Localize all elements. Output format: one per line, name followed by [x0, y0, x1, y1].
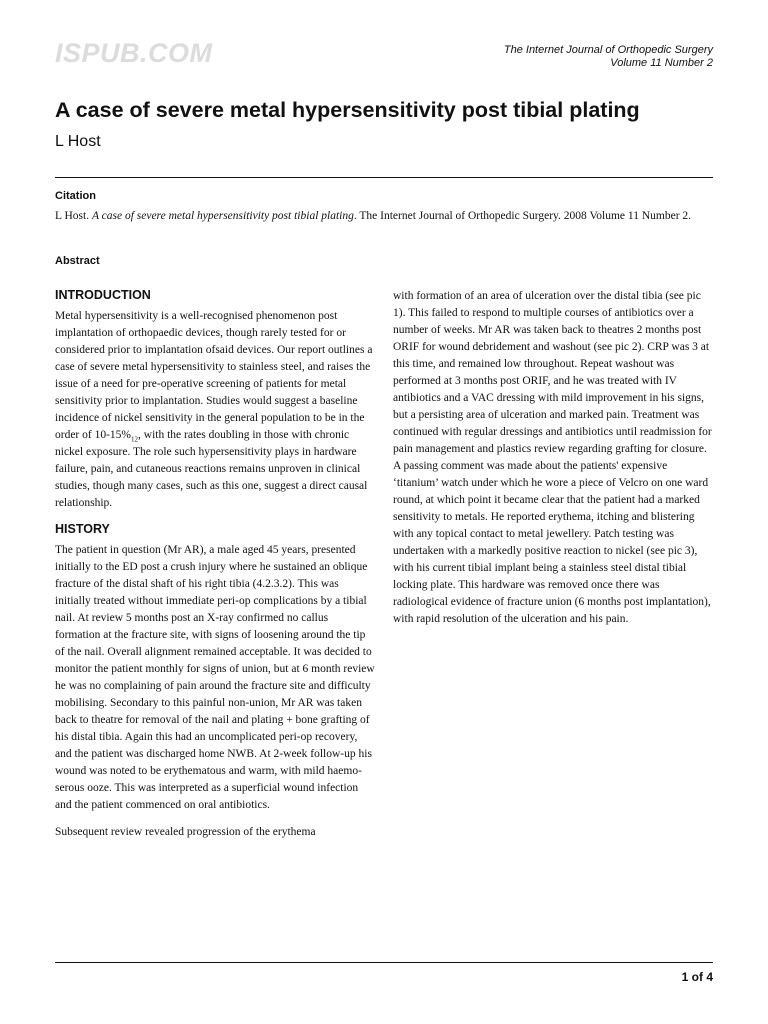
right-column [393, 288, 713, 638]
history-paragraph-1: The patient in question (Mr AR), a male aged 45 years, presented initially to the ED post a crush injury where he sustained an oblique fracture of the distal shaft of his right tibia (4.2.3.2). This was initially treated without immediate peri-op complications by a tibial nail. At review 5 months post an X-ray confirmed no callus formation at the fracture site, with signs of loosening around the tip of the nail. Overall alignment remained acceptable. It was decided to monitor the patient monthly for signs of union, but at 6 month review he was no complaining of pain around the fracture site and difficulty mobilising. Secondary to this painful non-union, Mr AR was taken back to theatre for removal of the nail and plating + bone grafting of his distal tibia. Again this had an uncomplicated peri-op recovery, and the patient was discharged home NWB. At 2-week follow-up his wound was noted to be erythematous and warm, with mild haemo-serous ooze. This was interpreted as a superficial wound infection and the patient commenced on oral antibiotics. [55, 544, 375, 811]
footer-divider [55, 962, 713, 963]
article-author: L Host [55, 133, 101, 150]
introduction-text-start: Metal hypersensitivity is a well-recognised phenomenon post implantation of orthopaedic devices, though rarely tested for or considered prior to implantation ofsaid devices. Our report outlines a case of severe metal hypersensitivity to stainless steel, and raises the issue of a need for pre-operative screening of patients for metal sensitivity prior to implantation. Studies would suggest a baseline incidence of nickel sensitivity in the general population to be in the order of 10-15% [55, 310, 373, 441]
introduction-paragraph [55, 308, 375, 512]
journal-info [504, 44, 713, 70]
citation-authors: L Host. [55, 210, 92, 222]
journal-volume: Volume 11 Number 2 [610, 57, 713, 69]
citation-title: A case of severe metal hypersensitivity post tibial plating [91, 210, 354, 222]
introduction-heading: INTRODUCTION [55, 288, 151, 302]
citation-label: Citation [55, 190, 96, 202]
history-continued: with formation of an area of ulceration over the distal tibia (see pic 1). This failed to respond to multiple courses of antibiotics over a number of weeks. Mr AR was taken back to theatres 2 months post ORIF for wound debridement and washout (see pic 2). CRP was 3 at this time, and remained low throughout. Repeat washout was performed at 3 months post ORIF, and he was treated with IV antibiotics and a VAC dressing with mild improvement in his signs, but a persisting area of ulceration and marked pain. Treatment was continued with regular dressings and antibiotics until readmission for pain management and plastics review regarding grafting for closure. A passing comment was made about the patients' expensive ‘titanium’ watch under which he wore a piece of Velcro on one ward round, at which point it became clear that the patient had a marked sensitivity to metals. He reported erythema, itching and blistering with any topical contact to metal jewellery. Patch testing was undertaken with a markedly positive reaction to nickel (see pic 3), with his current tibial implant being a stainless steel distal tibial locking plate. This hardware was removed once there was radiological evidence of fracture union (6 months post implantation), with rapid resolution of the ulceration and his pain. [393, 290, 712, 625]
article-title: A case of severe metal hypersensitivity post tibial plating [55, 98, 640, 122]
citation-text [55, 208, 715, 225]
journal-name: The Internet Journal of Orthopedic Surgery [503, 44, 713, 56]
left-column [55, 288, 375, 851]
site-logo: ISPUB.COM [55, 38, 213, 68]
history-paragraph-2: Subsequent review revealed progression of the erythema [55, 826, 316, 838]
citation-source: . The Internet Journal of Orthopedic Surgery. 2008 Volume 11 Number 2. [353, 210, 692, 222]
introduction-text-end: , with the rates doubling in those with chronic nickel exposure. The role such hypersensitivity plays in hardware failure, pain, and cutaneous reactions remains unproven in clinical studies, though many cases, such as this one, suggest a direct causal relationship. [55, 429, 368, 509]
abstract-label: Abstract [55, 255, 100, 267]
page-number: 1 of 4 [681, 970, 713, 984]
header-divider [55, 177, 713, 178]
reference-superscript: 12 [131, 435, 139, 444]
history-heading: HISTORY [55, 522, 110, 536]
